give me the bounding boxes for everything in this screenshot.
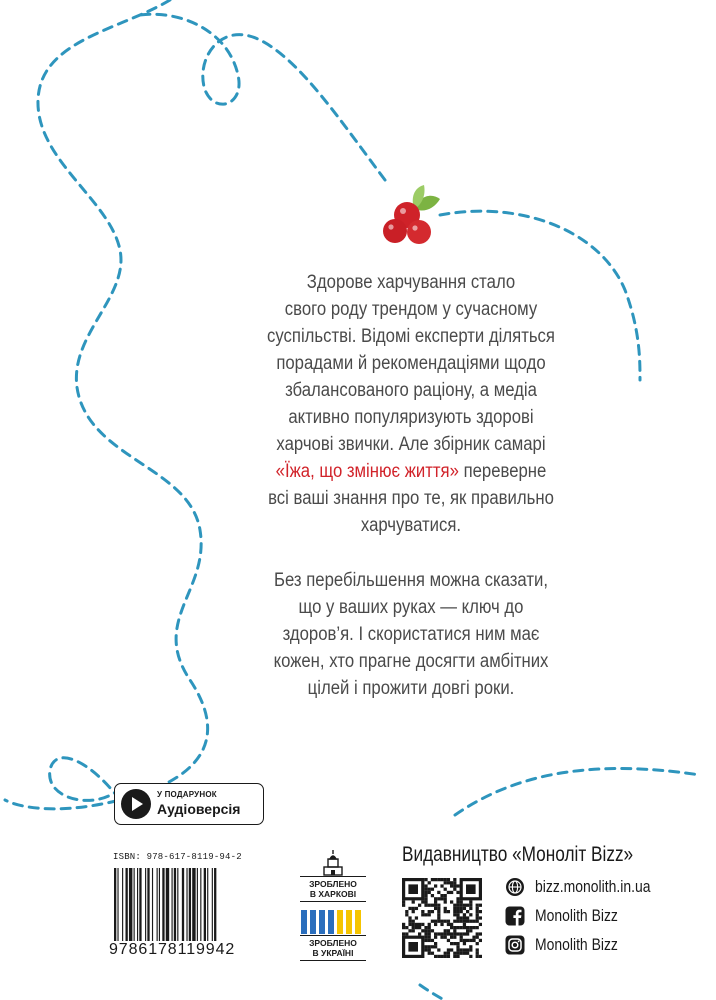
text-line: свого роду трендом у сучасному bbox=[284, 299, 538, 320]
text-line: суспільстві. Відомі експерти діляться bbox=[267, 326, 555, 347]
ukraine-flag-stripes-icon bbox=[300, 910, 366, 934]
text-fragment: переверне bbox=[458, 461, 547, 482]
text-line: здоров’я. І скористатися ним має bbox=[282, 624, 540, 645]
isbn-number: ISBN: 978-617-8119-94-2 bbox=[113, 852, 242, 862]
text-line: харчуватися. bbox=[360, 515, 462, 536]
text-line: всі ваші знання про те, як правильно bbox=[268, 488, 554, 509]
facebook-link[interactable]: Monolith Bizz bbox=[535, 906, 618, 925]
label-line: В ХАРКОВІ bbox=[309, 889, 357, 899]
kharkiv-building-icon bbox=[322, 850, 344, 876]
text-line bbox=[257, 458, 565, 485]
barcode-digits: 9786178119942 bbox=[109, 941, 236, 958]
instagram-link[interactable]: Monolith Bizz bbox=[535, 935, 618, 954]
made-in-ukraine-label bbox=[300, 935, 366, 961]
audio-version-badge bbox=[114, 783, 264, 825]
text-line: порадами й рекомендаціями щодо bbox=[276, 353, 546, 374]
description-paragraph-2 bbox=[257, 567, 565, 702]
text-line: цілей і прожити довгі роки. bbox=[307, 678, 515, 699]
instagram-icon bbox=[505, 935, 525, 955]
qr-code[interactable] bbox=[402, 878, 482, 958]
barcode bbox=[114, 868, 264, 950]
play-icon bbox=[121, 789, 151, 819]
text-line: Без перебільшення можна сказати, bbox=[274, 570, 548, 591]
text-line: кожен, хто прагне досягти амбітних bbox=[273, 651, 549, 672]
text-line: збалансованого раціону, а медіа bbox=[285, 380, 537, 401]
badge-gift-label: У ПОДАРУНОК bbox=[157, 790, 217, 799]
label-line: ЗРОБЛЕНО bbox=[309, 879, 357, 889]
text-line: активно популяризують здорові bbox=[288, 407, 534, 428]
made-in-kharkiv-label bbox=[300, 876, 366, 902]
text-line: харчові звички. Але збірник самарі bbox=[276, 434, 546, 455]
berries-icon bbox=[380, 185, 442, 247]
label-line: ЗРОБЛЕНО bbox=[309, 938, 357, 948]
description-paragraph-1 bbox=[257, 269, 565, 539]
website-link[interactable]: bizz.monolith.in.ua bbox=[535, 877, 651, 896]
book-title-highlight: «Їжа, що змінює життя» bbox=[275, 461, 459, 482]
text-line: що у ваших руках — ключ до bbox=[298, 597, 524, 618]
label-line: В УКРАЇНІ bbox=[312, 948, 354, 958]
facebook-icon bbox=[505, 906, 525, 926]
badge-audio-label: Аудіоверсія bbox=[157, 801, 241, 817]
text-line: Здорове харчування стало bbox=[306, 272, 516, 293]
globe-icon bbox=[505, 877, 525, 897]
publisher-name: Видавництво «Моноліт Bizz» bbox=[402, 843, 634, 866]
